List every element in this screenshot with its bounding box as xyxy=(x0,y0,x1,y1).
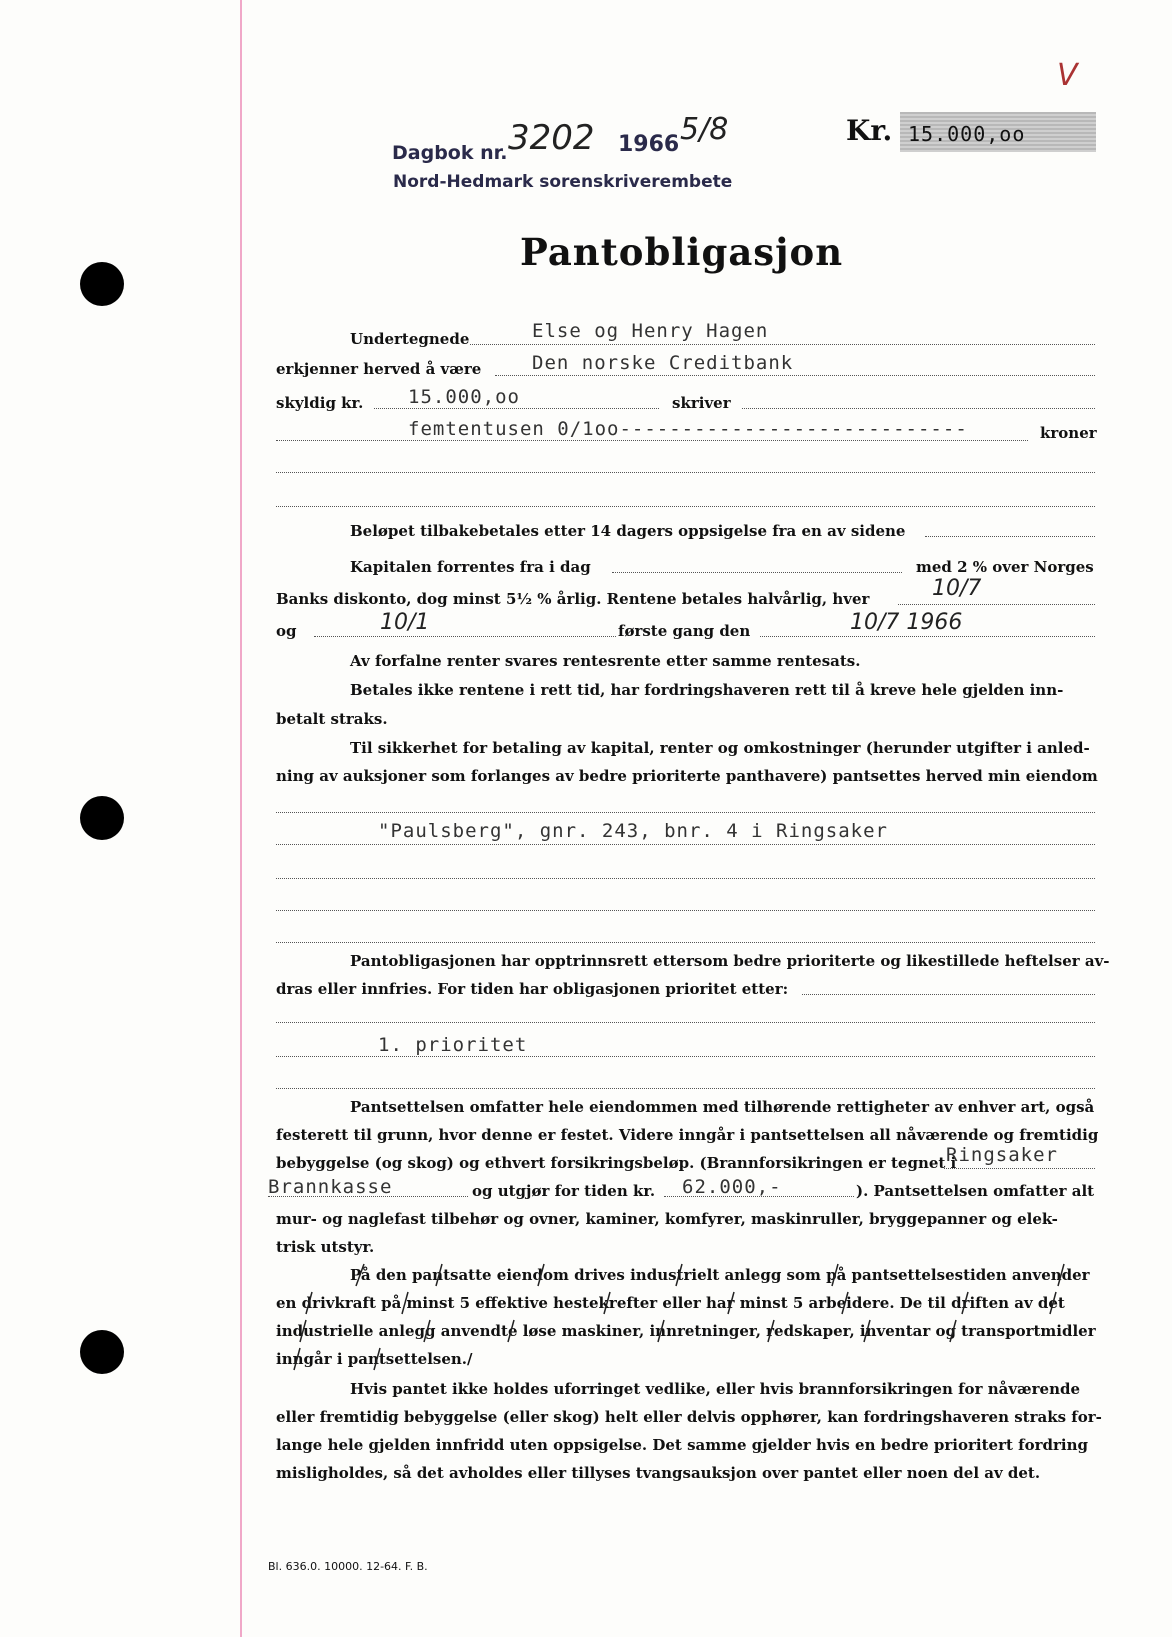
property-line-2 xyxy=(276,844,1095,845)
forste-gang-label: første gang den xyxy=(618,622,751,640)
og-label: og xyxy=(276,622,297,640)
repayment-terms: Beløpet tilbakebetales etter 14 dagers oppsigelse fra en av sidene xyxy=(350,522,906,540)
industrial-text-2: en drivkraft på minst 5 effektive hestekrefter eller har minst 5 arbeidere. De til driften av det xyxy=(276,1294,1065,1312)
maintenance-text-1: Hvis pantet ikke holdes uforringet vedlike, eller hvis brannforsikringen for nåværende xyxy=(350,1380,1081,1398)
document-title: Pantobligasjon xyxy=(520,230,844,274)
insurer-name-2: Brannkasse xyxy=(268,1176,393,1198)
dagbok-number: 3202 xyxy=(508,118,595,158)
insurer-name-1: Ringsaker xyxy=(946,1144,1058,1166)
betales-text-2: betalt straks. xyxy=(276,710,388,728)
strike-through-marks xyxy=(276,1262,1096,1382)
property-line-3 xyxy=(276,878,1095,879)
maintenance-text-2: eller fremtidig bebyggelse (eller skog) helt eller delvis opphører, kan fordringshaveren straks for- xyxy=(276,1408,1102,1426)
office-stamp: Nord-Hedmark sorenskriverembete xyxy=(393,172,733,192)
coverage-text-5: mur- og naglefast tilbehør og ovner, kaminer, komfyrer, maskinruller, bryggepanner og elek- xyxy=(276,1210,1058,1228)
skriver-line xyxy=(742,408,1095,409)
maintenance-text-3: lange hele gjelden innfridd uten oppsigelse. Det samme gjelder hvis en bedre prioritert fordring xyxy=(276,1436,1088,1454)
skyldig-label: skyldig kr. xyxy=(276,394,364,412)
discount-text: Banks diskonto, dog minst 5½ % årlig. Rentene betales halvårlig, hver xyxy=(276,590,870,608)
payment-date-2: 10/1 xyxy=(380,610,430,635)
first-payment-date: 10/7 1966 xyxy=(850,610,963,635)
punch-hole-middle xyxy=(80,796,124,840)
kroner-label: kroner xyxy=(1040,424,1097,442)
forfalne-text: Av forfalne renter svares rentesrente etter samme rentesats. xyxy=(350,652,861,670)
amount-words-line xyxy=(276,440,1028,441)
interest-from-line xyxy=(612,572,902,573)
priority-text-2: dras eller innfries. For tiden har obligasjonen prioritet etter: xyxy=(276,980,789,998)
interest-rate-text: med 2 % over Norges xyxy=(916,558,1094,576)
priority-text-1: Pantobligasjonen har opptrinnsrett ettersom bedre prioriterte og likestillede heftelser av- xyxy=(350,952,1110,970)
priority-line-0 xyxy=(802,994,1095,995)
amount-words: femtentusen 0/1oo---------------------------- xyxy=(408,418,968,440)
priority-line-3 xyxy=(276,1088,1095,1089)
corner-check-mark: V xyxy=(1057,58,1078,93)
property-line-5 xyxy=(276,942,1095,943)
coverage-text-4a: og utgjør for tiden kr. xyxy=(472,1182,656,1200)
industrial-text-3: industrielle anlegg anvendte løse maskiner, innretninger, redskaper, inventar og transportmidler xyxy=(276,1322,1096,1340)
priority-line-1 xyxy=(276,1022,1095,1023)
betales-text-1: Betales ikke rentene i rett tid, har fordringshaveren rett til å kreve hele gjelden inn- xyxy=(350,681,1064,699)
punch-hole-top xyxy=(80,262,124,306)
property-description: "Paulsberg", gnr. 243, bnr. 4 i Ringsaker xyxy=(378,820,888,842)
kr-label: Kr. xyxy=(846,114,893,147)
interest-from-label: Kapitalen forrentes fra i dag xyxy=(350,558,591,576)
coverage-text-6: trisk utstyr. xyxy=(276,1238,375,1256)
margin-line xyxy=(240,0,242,1637)
payment-date-2-line xyxy=(314,636,616,637)
payment-date-line xyxy=(898,604,1095,605)
form-footer-code: Bl. 636.0. 10000. 12-64. F. B. xyxy=(268,1560,428,1573)
dagbok-label: Dagbok nr. xyxy=(392,142,508,164)
dagbok-date: 5/8 xyxy=(680,112,729,147)
coverage-text-1: Pantsettelsen omfatter hele eiendommen med tilhørende rettigheter av enhver art, også xyxy=(350,1098,1095,1116)
punch-hole-bottom xyxy=(80,1330,124,1374)
dagbok-year: 1966 xyxy=(618,132,680,157)
creditor-value: Den norske Creditbank xyxy=(532,352,794,374)
undertegnede-label: Undertegnede xyxy=(350,330,470,348)
erkjenner-line xyxy=(495,375,1095,376)
coverage-text-3: bebyggelse (og skog) og ethvert forsikringsbeløp. (Brannforsikringen er tegnet i xyxy=(276,1154,957,1172)
property-line-1 xyxy=(276,812,1095,813)
skyldig-line xyxy=(374,408,659,409)
priority-line-2 xyxy=(276,1056,1095,1057)
sikkerhet-text-2: ning av auksjoner som forlanges av bedre prioriterte panthavere) pantsettes herved min eiendom xyxy=(276,767,1098,785)
insured-value: 62.000,- xyxy=(682,1176,782,1198)
kr-amount: 15.000,oo xyxy=(908,122,1026,146)
skyldig-value: 15.000,oo xyxy=(408,386,520,408)
industrial-text-4: inngår i pantsettelsen./ xyxy=(276,1350,473,1368)
repayment-line xyxy=(925,536,1095,537)
sikkerhet-text-1: Til sikkerhet for betaling av kapital, renter og omkostninger (herunder utgifter i anled- xyxy=(350,739,1090,757)
blank-line-2 xyxy=(276,506,1095,507)
priority-value: 1. prioritet xyxy=(378,1034,528,1056)
undertegnede-line xyxy=(470,344,1095,345)
erkjenner-label: erkjenner herved å være xyxy=(276,360,482,378)
insurer-line-1 xyxy=(944,1168,1095,1169)
coverage-text-4b: ). Pantsettelsen omfatter alt xyxy=(856,1182,1095,1200)
industrial-text-1: På den pantsatte eiendom drives industrielt anlegg som på pantsettelsestiden anvender xyxy=(350,1266,1090,1284)
coverage-text-2: festerett til grunn, hvor denne er festet. Videre inngår i pantsettelsen all nåværende og fremtidig xyxy=(276,1126,1099,1144)
undertegnede-value: Else og Henry Hagen xyxy=(532,320,769,342)
skriver-label: skriver xyxy=(672,394,731,412)
first-date-line xyxy=(760,636,1095,637)
maintenance-text-4: misligholdes, så det avholdes eller tillyses tvangsauksjon over pantet eller noen del av det. xyxy=(276,1464,1041,1482)
property-line-4 xyxy=(276,910,1095,911)
payment-date-1: 10/7 xyxy=(932,576,982,601)
blank-line-1 xyxy=(276,472,1095,473)
